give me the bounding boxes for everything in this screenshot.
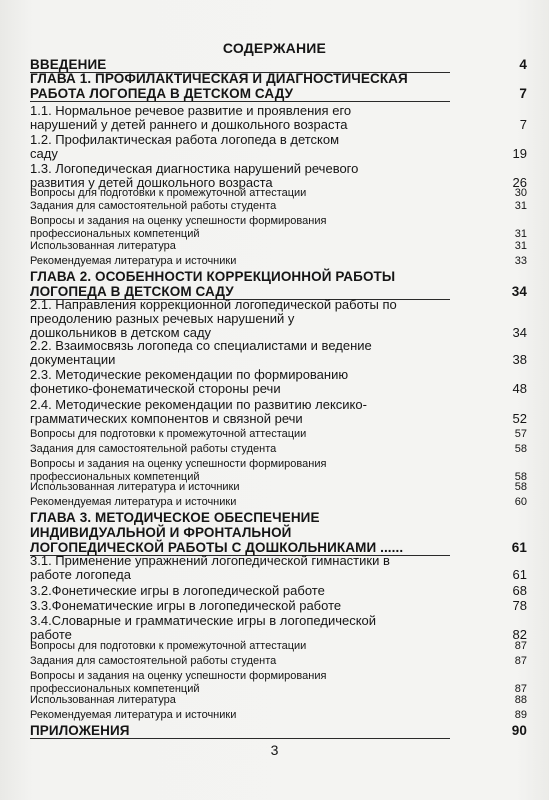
toc-entry-page: 61	[512, 567, 527, 582]
toc-entry	[30, 133, 527, 161]
toc-entry-text: Использованная литература	[30, 240, 176, 252]
toc-entry-text: ПРИЛОЖЕНИЯ	[30, 723, 130, 738]
toc-entry	[30, 694, 527, 707]
toc-entry-page: 78	[512, 598, 527, 613]
toc-entry-page: 31	[514, 200, 527, 212]
toc-entry-page: 34	[512, 325, 527, 340]
toc-entry-text: 1.3. Логопедическая диагностика нарушений речевого	[30, 161, 359, 176]
toc-entry-text: Вопросы и задания на оценку успешности формирования	[30, 458, 327, 470]
toc-entry-page: 82	[512, 627, 527, 642]
toc-entry-text: РАБОТА ЛОГОПЕДА В ДЕТСКОМ САДУ	[30, 86, 294, 101]
toc-entry	[30, 670, 527, 695]
toc-entry-page: 33	[514, 255, 527, 267]
toc-entry-text: Задания для самостоятельной работы студента	[30, 443, 277, 455]
toc-entry-page: 31	[514, 240, 527, 252]
toc-entry-text: нарушений у детей раннего и дошкольного возраста	[30, 117, 348, 132]
toc-entry-page: 52	[512, 411, 527, 426]
toc-entry-page: 48	[512, 381, 527, 396]
toc-entry	[30, 724, 527, 739]
toc-entry-page: 88	[514, 694, 527, 706]
toc-entry-page: 57	[514, 428, 527, 440]
toc-entry-text: Вопросы и задания на оценку успешности формирования	[30, 215, 327, 227]
toc-entry-page: 31	[514, 227, 527, 240]
toc-entry	[30, 270, 527, 300]
toc-entry-text: Вопросы для подготовки к промежуточной аттестации	[30, 187, 307, 199]
toc-entry-text: Рекомендуемая литература и источники	[30, 709, 237, 721]
toc-entry-page: 90	[511, 723, 527, 738]
toc-entry	[30, 368, 527, 396]
toc-entry	[30, 72, 527, 102]
toc-entry-text: Вопросы для подготовки к промежуточной аттестации	[30, 640, 307, 652]
toc-entry	[30, 255, 527, 268]
heading-underline	[30, 738, 450, 739]
toc-entry-text: 3.2.Фонетические игры в логопедической работе	[30, 583, 325, 598]
toc-entry	[30, 240, 527, 253]
toc-entry	[30, 428, 527, 441]
toc-entry-text: Использованная литература	[30, 694, 176, 706]
toc-entry-text: Вопросы для подготовки к промежуточной аттестации	[30, 428, 307, 440]
toc-entry	[30, 496, 527, 509]
page-title: СОДЕРЖАНИЕ	[222, 40, 327, 56]
toc-entry-page: 34	[511, 284, 527, 299]
toc-entry-page: 7	[519, 117, 527, 132]
toc-entry	[30, 584, 527, 598]
toc-entry-page: 30	[514, 187, 527, 199]
toc-entry-text: ЛОГОПЕДИЧЕСКОЙ РАБОТЫ С ДОШКОЛЬНИКАМИ ......	[30, 540, 404, 555]
toc-entry	[30, 458, 527, 483]
toc-entry	[30, 655, 527, 668]
toc-entry-page: 38	[512, 352, 527, 367]
toc-entry-text: Вопросы и задания на оценку успешности формирования	[30, 670, 327, 682]
toc-entry	[30, 599, 527, 613]
toc-entry-text: профессиональных компетенций	[30, 227, 200, 240]
toc-entry	[30, 187, 527, 200]
toc-entry-text: ЛОГОПЕДА В ДЕТСКОМ САДУ	[30, 284, 234, 299]
toc-entry-page: 58	[514, 470, 527, 483]
toc-entry-text: профессиональных компетенций	[30, 470, 200, 483]
toc-entry-text: профессиональных компетенций	[30, 682, 200, 695]
toc-entry-text: ВВЕДЕНИЕ	[30, 57, 107, 72]
toc-entry-text: ИНДИВИДУАЛЬНОЙ И ФРОНТАЛЬНОЙ	[30, 525, 292, 540]
toc-entry-page: 61	[511, 540, 527, 555]
toc-entry-text: развития у детей дошкольного возраста	[30, 175, 273, 190]
toc-entry-text: 2.1. Направления коррекционной логопедической работы по	[30, 297, 397, 312]
toc-entry	[30, 398, 527, 426]
toc-entry	[30, 104, 527, 132]
toc-entry-text: работе логопеда	[30, 567, 131, 582]
toc-entry-page: 58	[514, 443, 527, 455]
toc-entry-page: 4	[519, 57, 527, 72]
toc-entry-text: 2.3. Методические рекомендации по формированию	[30, 367, 349, 382]
toc-entry-text: 2.2. Взаимосвязь логопеда со специалистами и ведение	[30, 338, 372, 353]
heading-underline	[30, 101, 450, 102]
toc-entry-text: ГЛАВА 2. ОСОБЕННОСТИ КОРРЕКЦИОННОЙ РАБОТЫ	[30, 269, 396, 284]
toc-entry	[30, 640, 527, 653]
toc-entry-page: 87	[514, 640, 527, 652]
toc-entry-text: ГЛАВА 1. ПРОФИЛАКТИЧЕСКАЯ И ДИАГНОСТИЧЕСКАЯ	[30, 71, 408, 86]
page-number: 3	[270, 742, 279, 758]
toc-entry-text: грамматических компонентов и связной речи	[30, 411, 303, 426]
toc-entry-text: Задания для самостоятельной работы студента	[30, 200, 277, 212]
toc-entry-page: 26	[512, 175, 527, 190]
toc-entry	[30, 554, 527, 582]
toc-entry	[30, 200, 527, 213]
toc-entry-text: дошкольников в детском саду	[30, 325, 212, 340]
toc-entry	[30, 339, 527, 367]
toc-entry-text: 3.4.Словарные и грамматические игры в логопедической	[30, 613, 377, 628]
toc-entry-text: преодолению разных речевых нарушений у	[30, 311, 295, 326]
toc-entry	[30, 298, 527, 340]
toc-entry	[30, 481, 527, 494]
toc-entry-text: 1.1. Нормальное речевое развитие и проявления его	[30, 103, 352, 118]
toc-entry-text: 3.3.Фонематические игры в логопедической работе	[30, 598, 342, 613]
toc-entry-text: 2.4. Методические рекомендации по развитию лексико-	[30, 397, 367, 412]
toc-entry	[30, 215, 527, 240]
toc-entry-text: ГЛАВА 3. МЕТОДИЧЕСКОЕ ОБЕСПЕЧЕНИЕ	[30, 510, 320, 525]
toc-entry-page: 60	[514, 496, 527, 508]
toc-entry-text: саду	[30, 146, 58, 161]
toc-entry-page: 7	[519, 86, 527, 101]
toc-entry	[30, 614, 527, 642]
toc-entry-text: Рекомендуемая литература и источники	[30, 496, 237, 508]
toc-entry-text: работе	[30, 627, 72, 642]
toc-entry-text: Задания для самостоятельной работы студента	[30, 655, 277, 667]
toc-entry-text: документации	[30, 352, 116, 367]
toc-entry-page: 68	[512, 583, 527, 598]
toc-entry	[30, 511, 527, 556]
toc-entry-page: 89	[514, 709, 527, 721]
toc-entry-text: Использованная литература и источники	[30, 481, 240, 493]
toc-entry-page: 87	[514, 682, 527, 695]
toc-entry-text: фонетико-фонематической стороны речи	[30, 381, 281, 396]
toc-entry	[30, 443, 527, 456]
toc-entry-page: 19	[512, 146, 527, 161]
toc-entry-page: 58	[514, 481, 527, 493]
toc-entry	[30, 709, 527, 722]
toc-entry-page: 87	[514, 655, 527, 667]
toc-entry-text: Рекомендуемая литература и источники	[30, 255, 237, 267]
toc-entry-text: 3.1. Применение упражнений логопедической гимнастики в	[30, 553, 390, 568]
toc-entry	[30, 162, 527, 190]
toc-entry-text: 1.2. Профилактическая работа логопеда в детском	[30, 132, 340, 147]
